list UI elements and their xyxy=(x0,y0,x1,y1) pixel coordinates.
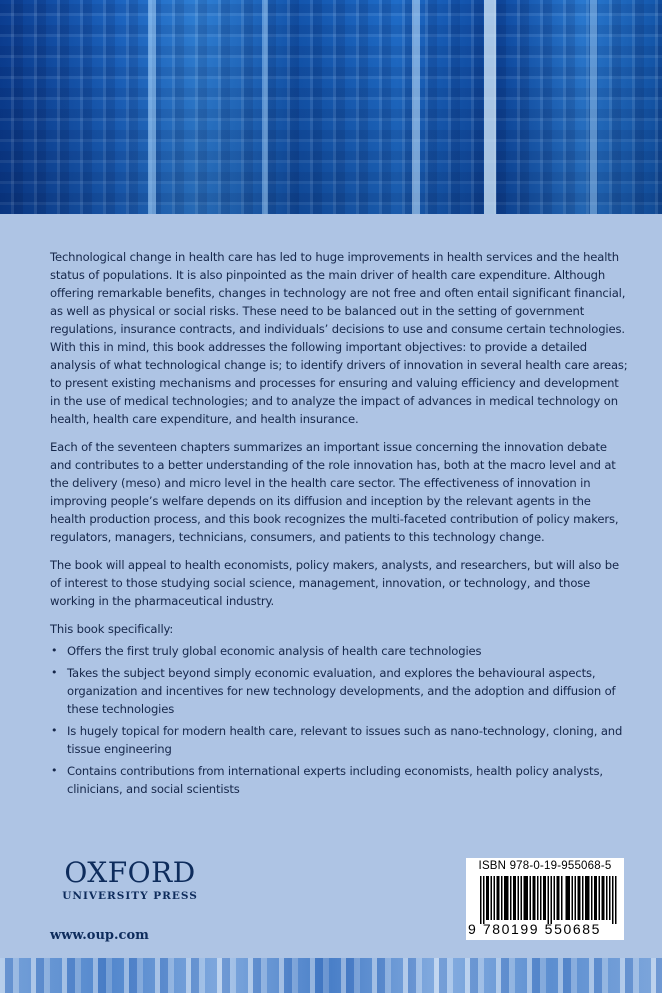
feature-text: Takes the subject beyond simply economic evaluation, and explores the behavioural aspects, organization and incentives for new technology developments, and the adoption and diffusion of these technologies xyxy=(67,666,616,716)
features-lead: This book specifically: xyxy=(50,622,174,636)
back-cover-description xyxy=(50,248,630,802)
feature-item xyxy=(50,642,630,660)
feature-list xyxy=(50,642,630,798)
bottom-decorative-band xyxy=(0,958,662,993)
feature-text: Offers the first truly global economic analysis of health care technologies xyxy=(67,644,482,658)
feature-text: Contains contributions from international experts including economists, health policy analysts, clinicians, and social scientists xyxy=(67,764,603,796)
isbn-barcode xyxy=(466,858,624,940)
feature-item xyxy=(50,722,630,758)
barcode-icon xyxy=(480,876,618,924)
bullet-icon: • xyxy=(51,724,58,737)
publisher-website: www.oup.com xyxy=(50,928,149,943)
publisher-subname: UNIVERSITY PRESS xyxy=(62,890,198,902)
description-paragraph-3: The book will appeal to health economists, policy makers, analysts, and researchers, but will also be of interest to those studying social science, management, innovation, or technology, and those working in the pharmaceutical industry. xyxy=(50,558,619,608)
description-paragraph-2: Each of the seventeen chapters summarizes an important issue concerning the innovation debate and contributes to a better understanding of the role innovation has, both at the macro level and at the delivery (meso) and micro level in the health care sector. The effectiveness of innovation in improving people’s welfare depends on its diffusion and inception by the relevant agents in the health production process, and this book recognizes the multi-faceted contribution of policy makers, regulators, managers, technicians, consumers, and patients to this technology change. xyxy=(50,440,619,544)
barcode-digits: 9 780199 550685 xyxy=(468,921,601,937)
top-decorative-band xyxy=(0,0,662,214)
feature-text: Is hugely topical for modern health care, relevant to issues such as nano-technology, cloning, and tissue engineering xyxy=(67,724,623,756)
feature-item xyxy=(50,664,630,718)
isbn-label: ISBN 978-0-19-955068-5 xyxy=(478,860,612,872)
bullet-icon: • xyxy=(51,764,58,777)
publisher-name: OXFORD xyxy=(64,856,196,889)
bullet-icon: • xyxy=(51,666,58,679)
bullet-icon: • xyxy=(51,644,58,657)
feature-item xyxy=(50,762,630,798)
description-paragraph-1: Technological change in health care has led to huge improvements in health services and the health status of populations. It is also pinpointed as the main driver of health care expenditure. Although offering remarkable benefits, changes in technology are not free and often entail significant financial, as well as physical or social risks. These need to be balanced out in the setting of government regulations, insurance contracts, and individuals’ decisions to use and consume certain technologies. With this in mind, this book addresses the following important objectives: to provide a detailed analysis of what technological change is; to identify drivers of innovation in several health care areas; to present existing mechanisms and processes for ensuring and valuing efficiency and development in the use of medical technologies; and to analyze the impact of advances in medical technology on health, health care expenditure, and health insurance. xyxy=(50,250,628,426)
publisher-logo xyxy=(50,858,210,903)
